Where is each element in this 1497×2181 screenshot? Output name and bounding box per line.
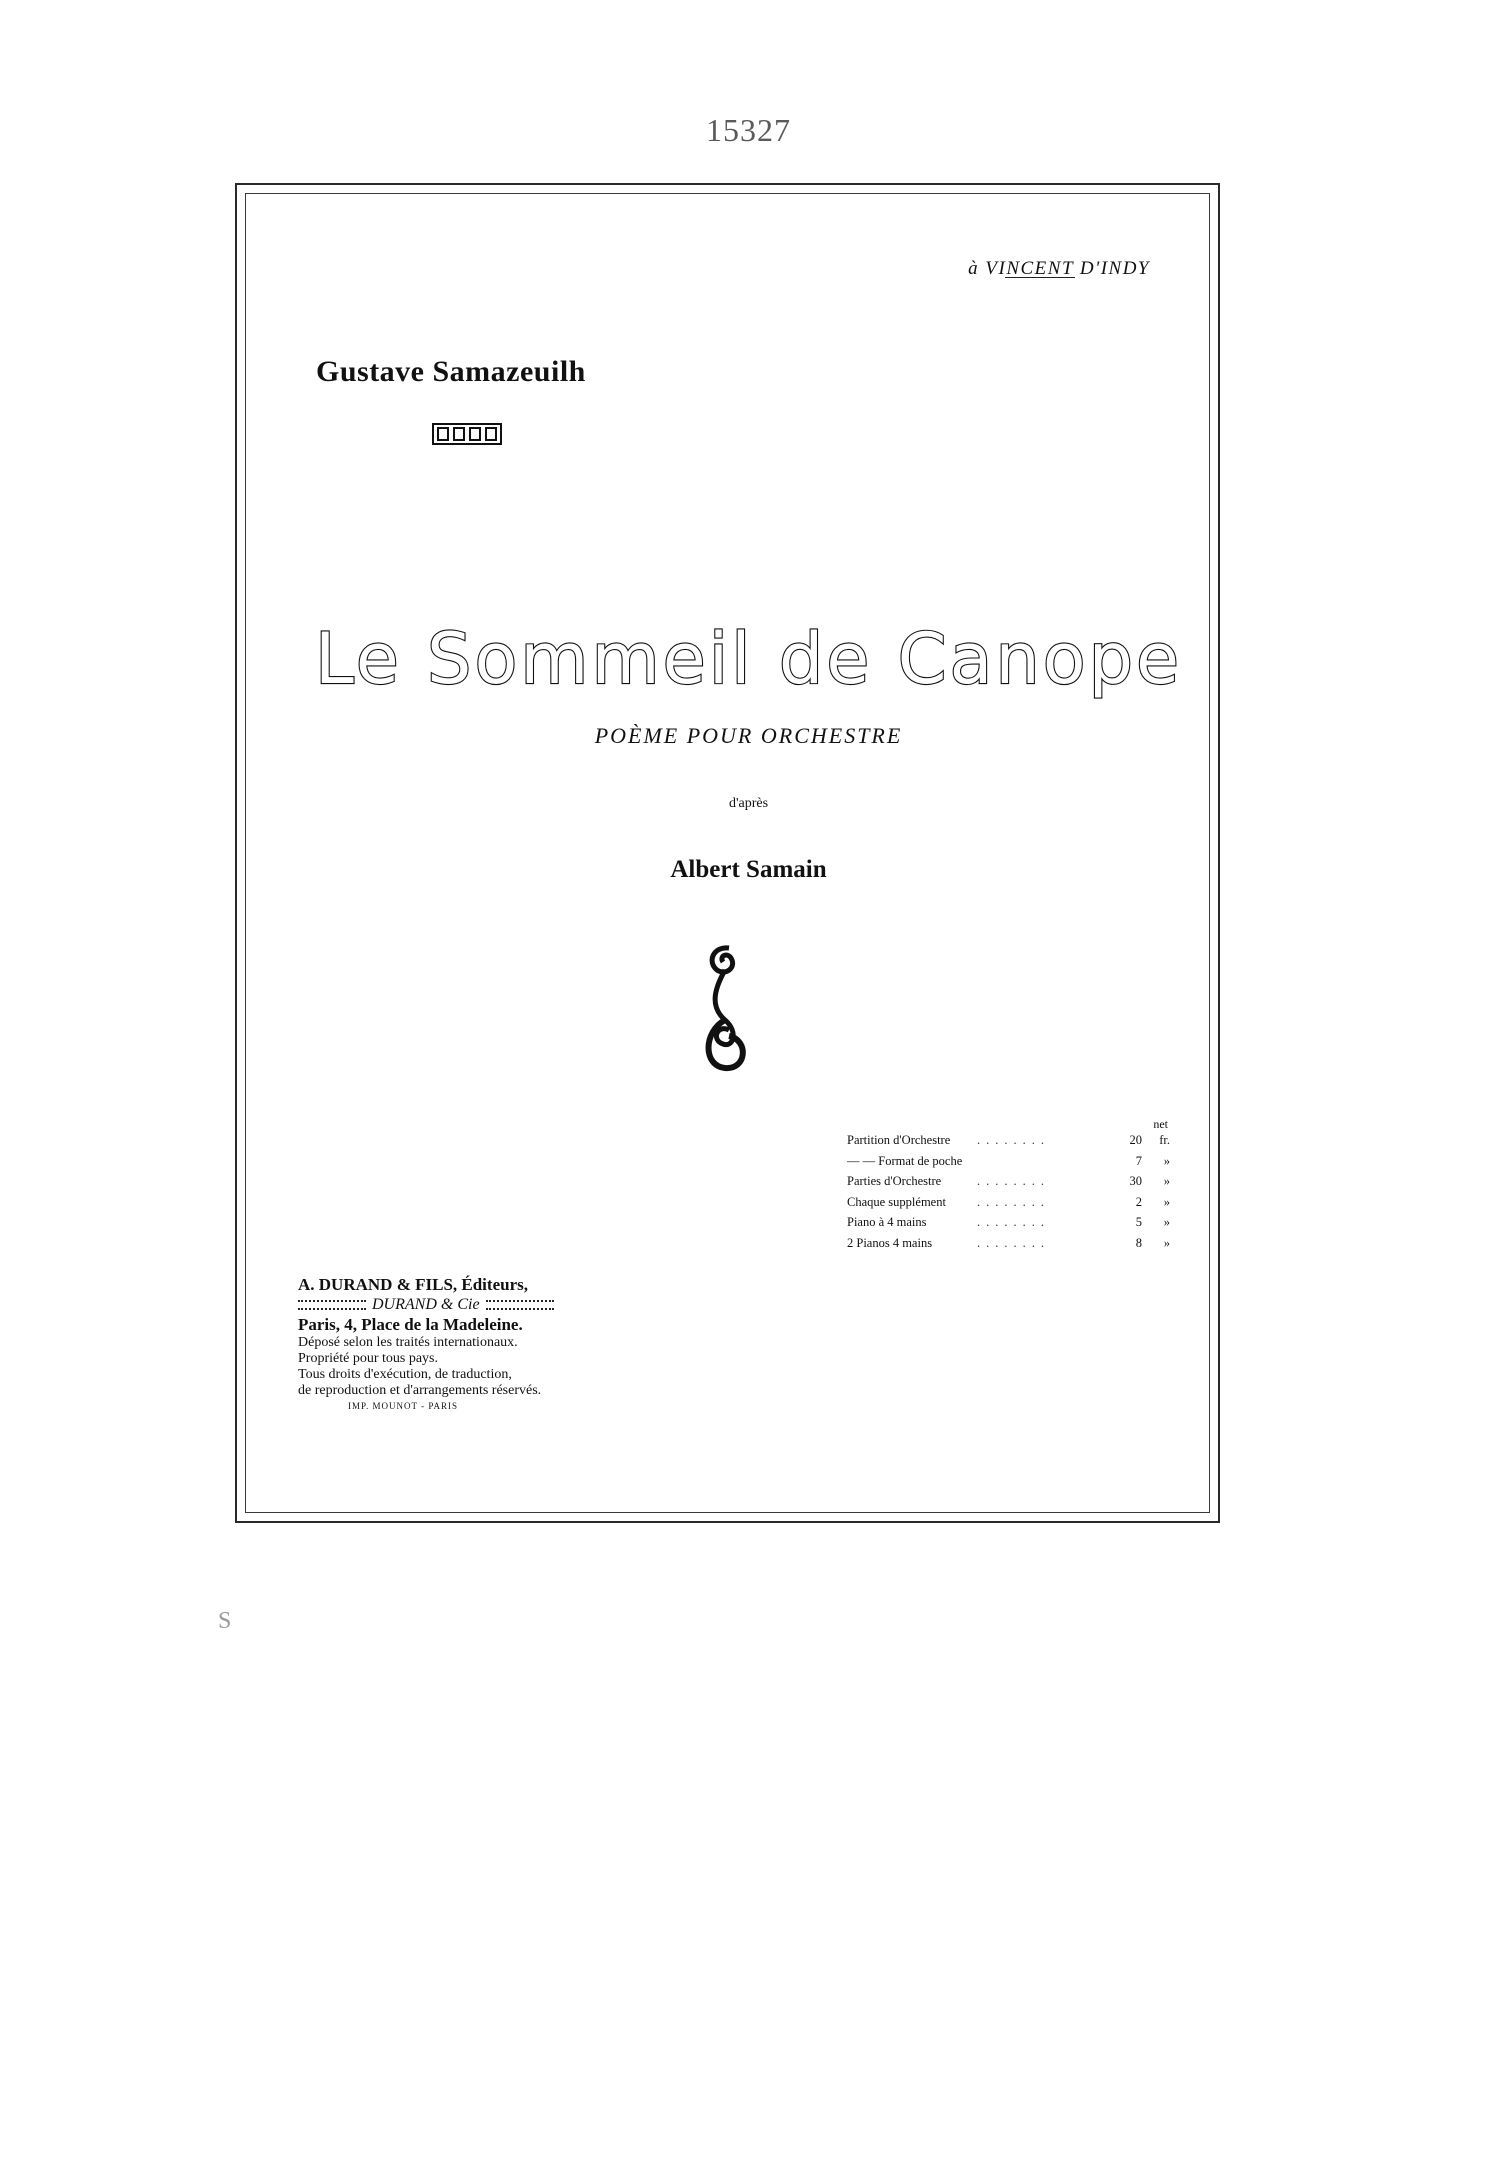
leader-dots: ........ bbox=[977, 1174, 1050, 1188]
rights-line: Déposé selon les traités internationaux. bbox=[298, 1335, 518, 1350]
leader-dots: ........ bbox=[977, 1133, 1050, 1147]
price-unit: » bbox=[1163, 1174, 1170, 1188]
dedication-rule bbox=[1005, 277, 1075, 278]
publisher-monogram-icon bbox=[695, 940, 755, 1075]
rights-line: de reproduction et d'arrangements réservés. bbox=[298, 1383, 542, 1398]
leader-dots: ........ bbox=[977, 1215, 1050, 1229]
price-label: Partition d'Orchestre bbox=[847, 1133, 951, 1147]
price-unit: » bbox=[1163, 1153, 1170, 1168]
price-value: 7 bbox=[1135, 1153, 1142, 1168]
price-value: 5 bbox=[1135, 1215, 1142, 1229]
poet-name: Albert Samain bbox=[670, 856, 827, 883]
price-list bbox=[847, 1117, 1172, 1256]
chain-ornament-icon bbox=[298, 1300, 366, 1310]
dedication: à VINCENT D'INDY bbox=[968, 258, 1150, 279]
publisher-subname: DURAND & Cie bbox=[372, 1296, 480, 1313]
publisher-block bbox=[298, 1275, 554, 1413]
price-unit: » bbox=[1163, 1235, 1170, 1250]
publisher-name: A. DURAND & FILS, Éditeurs, bbox=[298, 1275, 528, 1294]
price-unit: » bbox=[1163, 1194, 1170, 1209]
work-subtitle: POÈME POUR ORCHESTRE bbox=[594, 723, 903, 748]
price-list-header: net bbox=[1153, 1117, 1168, 1131]
chain-ornament-icon bbox=[486, 1300, 554, 1310]
work-title: Le Sommeil de Canope bbox=[314, 618, 1183, 700]
rights-line: Tous droits d'exécution, de traduction, bbox=[298, 1367, 512, 1382]
rights-line: Propriété pour tous pays. bbox=[298, 1351, 438, 1366]
ornament-icon bbox=[432, 423, 502, 445]
price-unit: fr. bbox=[1159, 1133, 1170, 1147]
price-value: 20 bbox=[1129, 1133, 1142, 1147]
price-row bbox=[847, 1174, 1172, 1195]
price-row bbox=[847, 1215, 1172, 1236]
price-row bbox=[847, 1195, 1172, 1216]
printer-credit: IMP. MOUNOT - PARIS bbox=[348, 1401, 459, 1411]
price-label: 2 Pianos 4 mains bbox=[847, 1235, 933, 1250]
leader-dots: ........ bbox=[977, 1194, 1050, 1209]
leader-dots: ........ bbox=[977, 1235, 1050, 1250]
publisher-subname-row bbox=[298, 1295, 554, 1315]
price-label: Piano à 4 mains bbox=[847, 1215, 927, 1229]
price-value: 30 bbox=[1129, 1174, 1142, 1188]
composer-name: Gustave Samazeuilh bbox=[316, 355, 586, 388]
price-row bbox=[847, 1236, 1172, 1257]
price-value: 8 bbox=[1135, 1235, 1142, 1250]
price-label: — — Format de poche bbox=[847, 1153, 963, 1168]
price-unit: » bbox=[1163, 1215, 1170, 1229]
price-value: 2 bbox=[1135, 1194, 1142, 1209]
price-label: Parties d'Orchestre bbox=[847, 1174, 942, 1188]
shelf-mark: 15327 bbox=[706, 112, 791, 148]
publisher-address: Paris, 4, Place de la Madeleine. bbox=[298, 1315, 523, 1334]
price-label: Chaque supplément bbox=[847, 1194, 946, 1209]
price-row bbox=[847, 1154, 1172, 1175]
price-row bbox=[847, 1133, 1172, 1154]
library-stamp: S bbox=[218, 1608, 234, 1634]
after-label: d'après bbox=[728, 796, 769, 811]
